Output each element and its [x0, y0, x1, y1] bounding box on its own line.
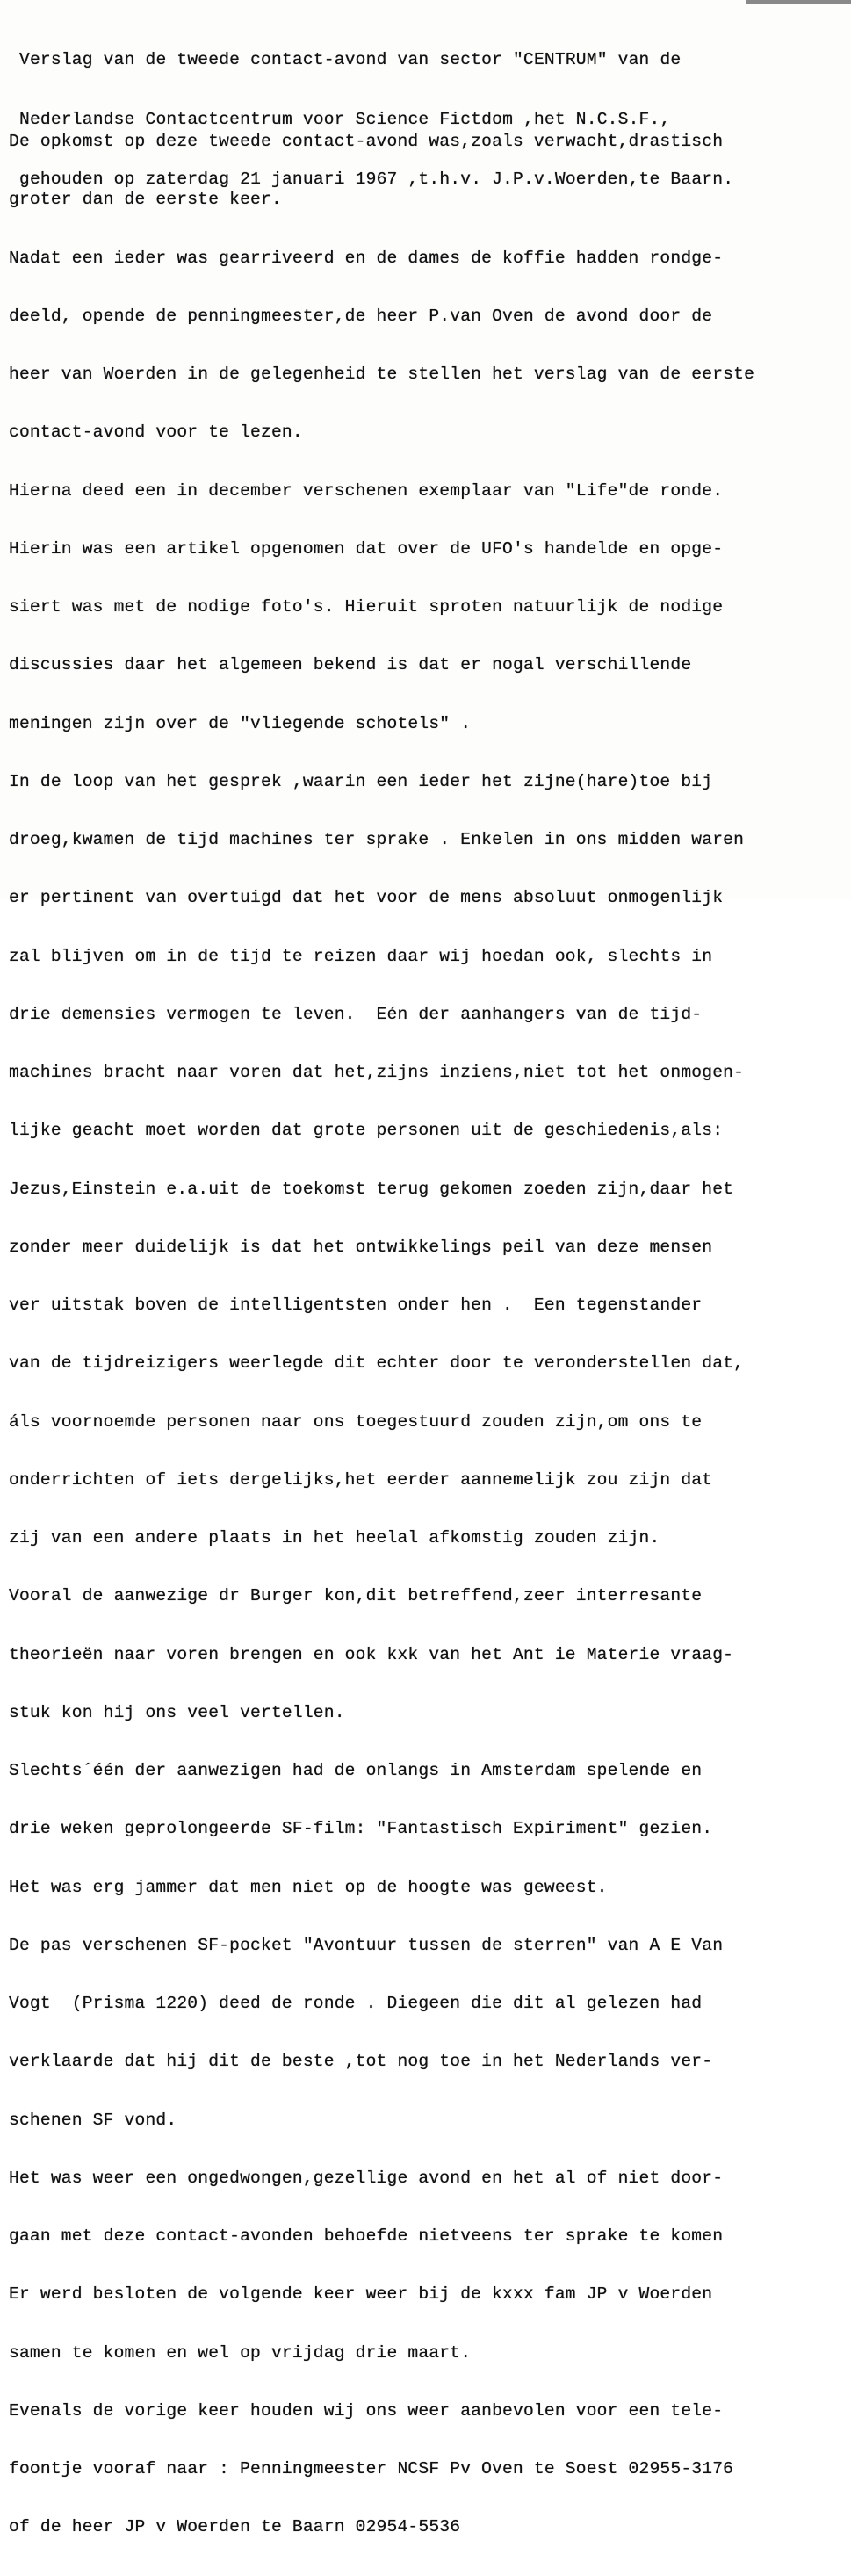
body-line: Jezus,Einstein e.a.uit de toekomst terug gekomen zoeden zijn,daar het: [9, 1179, 734, 1199]
body-line: In de loop van het gesprek ,waarin een ieder het zijne(hare)toe bij: [9, 771, 713, 791]
body-line: meningen zijn over de "vliegende schotels" .: [9, 713, 472, 733]
body-line: drie demensies vermogen te leven. Eén der aanhangers van de tijd-: [9, 1004, 703, 1024]
body-line: Vogt (Prisma 1220) deed de ronde . Diegeen die dit al gelezen had: [9, 1994, 703, 2013]
body-line: drie weken geprolongeerde SF-film: "Fantastisch Expiriment" gezien.: [9, 1819, 713, 1839]
body-line: Er werd besloten de volgende keer weer bij de kxxx fam JP v Woerden: [9, 2284, 713, 2305]
body-line: foontje vooraf naar : Penningmeester NCSF Pv Oven te Soest 02955-3176: [9, 2459, 734, 2479]
body-line: schenen SF vond.: [9, 2110, 177, 2130]
body-line: deeld, opende de penningmeester,de heer P.van Oven de avond door de: [9, 306, 713, 326]
header-line: Verslag van de tweede contact-avond van sector "CENTRUM" van de: [19, 50, 682, 69]
body-line: zonder meer duidelijk is dat het ontwikkelings peil van deze mensen: [9, 1237, 713, 1257]
body-line: verklaarde dat hij dit de beste ,tot nog toe in het Nederlands ver-: [9, 2052, 713, 2072]
body-line: De opkomst op deze tweede contact-avond was,zoals verwacht,drastisch: [9, 132, 724, 151]
body-line: of de heer JP v Woerden te Baarn 02954-5536: [9, 2517, 461, 2537]
body-line: discussies daar het algemeen bekend is dat er nogal verschillende: [9, 655, 692, 675]
body-line: onderrichten of iets dergelijks,het eerder aannemelijk zou zijn dat: [9, 1469, 713, 1490]
header-line: Nederlandse Contactcentrum voor Science Fictdom ,het N.C.S.F.,: [19, 110, 671, 129]
body-line: van de tijdreizigers weerlegde dit echter door te veronderstellen dat,: [9, 1353, 745, 1374]
header-line: gehouden op zaterdag 21 januari 1967 ,t.h.v. J.P.v.Woerden,te Baarn.: [19, 170, 734, 189]
report-body: [9, 93, 754, 2576]
body-line: gaan met deze contact-avonden behoefde nietveens ter sprake te komen: [9, 2226, 724, 2246]
body-line: zij van een andere plaats in het heelal afkomstig zouden zijn.: [9, 1528, 660, 1548]
scan-edge-mark: [746, 0, 851, 4]
body-line: machines bracht naar voren dat het,zijns inziens,niet tot het onmogen-: [9, 1063, 745, 1082]
body-line: Vooral de aanwezige dr Burger kon,dit betreffend,zeer interresante: [9, 1586, 703, 1606]
body-line: Slechts´één der aanwezigen had de onlangs in Amsterdam spelende en: [9, 1761, 703, 1780]
body-line: stuk kon hij ons veel vertellen.: [9, 1702, 345, 1722]
body-line: Hierin was een artikel opgenomen dat over de UFO's handelde en opge-: [9, 538, 724, 559]
body-line: er pertinent van overtuigd dat het voor de mens absoluut onmogenlijk: [9, 888, 724, 908]
body-line: De pas verschenen SF-pocket "Avontuur tussen de sterren" van A E Van: [9, 1935, 724, 1955]
body-line: samen te komen en wel op vrijdag drie maart.: [9, 2342, 472, 2363]
body-line: lijke geacht moet worden dat grote personen uit de geschiedenis,als:: [9, 1121, 724, 1141]
body-line: siert was met de nodige foto's. Hieruit sproten natuurlijk de nodige: [9, 597, 724, 617]
body-line: áls voornoemde personen naar ons toegestuurd zouden zijn,om ons te: [9, 1411, 703, 1432]
body-line: Nadat een ieder was gearriveerd en de dames de koffie hadden rondge-: [9, 248, 724, 268]
body-line: contact-avond voor te lezen.: [9, 422, 303, 443]
body-line: heer van Woerden in de gelegenheid te stellen het verslag van de eerste: [9, 364, 755, 384]
body-line: droeg,kwamen de tijd machines ter sprake . Enkelen in ons midden waren: [9, 830, 745, 849]
body-line: theorieën naar voren brengen en ook kxk van het Ant ie Materie vraag-: [9, 1644, 734, 1664]
body-line: Het was erg jammer dat men niet op de hoogte was geweest.: [9, 1877, 608, 1897]
body-line: ver uitstak boven de intelligentsten onder hen . Een tegenstander: [9, 1295, 703, 1315]
body-line: Evenals de vorige keer houden wij ons weer aanbevolen voor een tele-: [9, 2400, 724, 2421]
body-line: Het was weer een ongedwongen,gezellige avond en het al of niet door-: [9, 2168, 724, 2188]
body-line: zal blijven om in de tijd te reizen daar wij hoedan ook, slechts in: [9, 946, 713, 966]
body-line: groter dan de eerste keer.: [9, 190, 282, 210]
body-line: Hierna deed een in december verschenen exemplaar van "Life"de ronde.: [9, 480, 724, 501]
